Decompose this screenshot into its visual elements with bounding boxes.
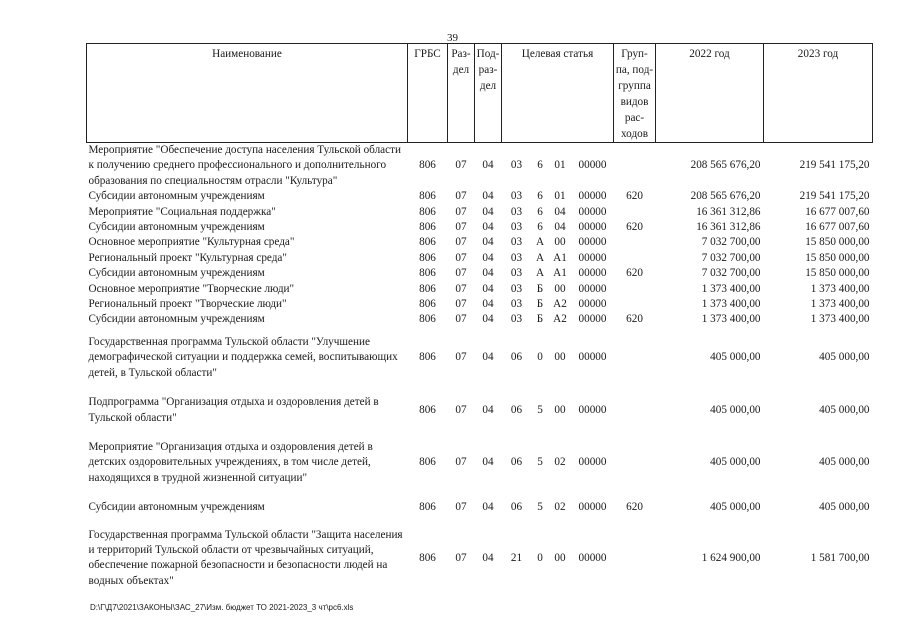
row-amount-2023: 1 373 400,00 <box>810 298 870 311</box>
row-expense-group <box>614 523 656 595</box>
row-grbs: 806 <box>419 236 436 249</box>
table-row <box>87 433 873 493</box>
row-target-event: 00 <box>554 551 566 564</box>
budget-table <box>86 43 873 594</box>
row-podrazdel: 04 <box>482 403 494 416</box>
row-target-event: 00 <box>554 403 566 416</box>
row-expense-group <box>614 282 656 297</box>
row-razdel: 07 <box>455 313 467 326</box>
header-target-article: Целевая статья <box>502 44 614 143</box>
row-amount-2022: 1 624 900,00 <box>701 551 761 564</box>
row-amount-2023: 15 850 000,00 <box>805 267 870 280</box>
row-expense-group: 620 <box>626 190 643 203</box>
row-target-subprogram: Б <box>536 282 544 295</box>
row-grbs: 806 <box>419 221 436 234</box>
row-target-program: 03 <box>510 221 523 234</box>
table-row <box>87 493 873 522</box>
table-row <box>87 312 873 327</box>
row-amount-2022: 7 032 700,00 <box>701 251 761 264</box>
row-expense-group <box>614 235 656 250</box>
row-grbs: 806 <box>419 205 436 218</box>
row-amount-2023: 1 581 700,00 <box>810 551 870 564</box>
row-target-direction: 00000 <box>578 456 607 469</box>
row-target-event: А1 <box>553 251 567 264</box>
row-podrazdel: 04 <box>482 205 494 218</box>
row-name: Мероприятие "Обеспечение доступа населения Тульской области к получению среднего профессионального и дополнительного образования по специальностям отрасли "Культура" <box>88 144 401 187</box>
row-expense-group <box>614 433 656 493</box>
row-target-subprogram: 6 <box>537 159 543 172</box>
row-target-subprogram: А <box>535 267 545 280</box>
row-razdel: 07 <box>455 267 467 280</box>
row-target-program: 03 <box>510 251 523 264</box>
row-target-subprogram: А <box>535 236 545 249</box>
row-razdel: 07 <box>455 501 467 514</box>
row-target-event: 00 <box>554 351 566 364</box>
header-grbs: ГРБС <box>408 44 448 143</box>
row-grbs: 806 <box>419 403 436 416</box>
row-expense-group <box>614 251 656 266</box>
row-target-program: 03 <box>510 267 523 280</box>
row-amount-2022: 1 373 400,00 <box>701 313 761 326</box>
row-razdel: 07 <box>455 282 467 295</box>
row-target-event: 01 <box>554 159 566 172</box>
table-row <box>87 523 873 595</box>
row-name: Государственная программа Тульской области "Улучшение демографической ситуации и поддержка семей, воспитывающих детей, в Тульской области" <box>88 335 398 379</box>
row-target-event: А2 <box>553 313 567 326</box>
row-grbs: 806 <box>419 251 436 264</box>
row-name: Основное мероприятие "Творческие люди" <box>88 282 295 295</box>
table-row <box>87 388 873 433</box>
row-name: Мероприятие "Социальная поддержка" <box>88 205 276 218</box>
row-name: Мероприятие "Организация отдыха и оздоровления детей в детских оздоровительных учреждениях, в том числе детей, находящихся в трудной жизненной ситуации" <box>88 440 373 484</box>
row-target-direction: 00000 <box>578 221 607 234</box>
row-grbs: 806 <box>419 298 436 311</box>
row-razdel: 07 <box>455 251 467 264</box>
row-razdel: 07 <box>455 298 467 311</box>
row-amount-2022: 16 361 312,86 <box>696 221 761 234</box>
row-target-program: 03 <box>510 190 523 203</box>
row-amount-2022: 405 000,00 <box>710 351 761 364</box>
row-target-direction: 00000 <box>578 501 607 514</box>
row-target-subprogram: 6 <box>537 205 543 218</box>
row-expense-group: 620 <box>626 501 643 514</box>
row-amount-2022: 7 032 700,00 <box>701 236 761 249</box>
row-grbs: 806 <box>419 501 436 514</box>
row-amount-2023: 219 541 175,20 <box>799 159 870 172</box>
row-razdel: 07 <box>455 456 467 469</box>
row-expense-group <box>614 388 656 433</box>
row-amount-2023: 15 850 000,00 <box>805 251 870 264</box>
row-target-subprogram: А <box>535 251 545 264</box>
row-target-program: 06 <box>510 351 523 364</box>
table-row <box>87 189 873 204</box>
row-target-event: 01 <box>554 190 566 203</box>
row-target-subprogram: 0 <box>537 551 543 564</box>
row-amount-2023: 405 000,00 <box>819 403 870 416</box>
row-amount-2023: 16 677 007,60 <box>805 221 870 234</box>
row-podrazdel: 04 <box>482 282 494 295</box>
row-expense-group <box>614 328 656 388</box>
table-row <box>87 235 873 250</box>
row-podrazdel: 04 <box>482 190 494 203</box>
header-year-2023: 2023 год <box>764 44 873 143</box>
row-podrazdel: 04 <box>482 551 494 564</box>
row-name: Субсидии автономным учреждениям <box>88 501 265 514</box>
row-expense-group: 620 <box>626 221 643 234</box>
row-target-subprogram: 5 <box>537 501 543 514</box>
row-amount-2022: 7 032 700,00 <box>701 267 761 280</box>
table-body <box>87 143 873 595</box>
header-year-2022: 2022 год <box>656 44 764 143</box>
table-row <box>87 282 873 297</box>
row-podrazdel: 04 <box>482 501 494 514</box>
row-name: Государственная программа Тульской области "Защита населения и территорий Тульской области от чрезвычайных ситуаций, обеспечение пожарной безопасности и безопасности людей на водных объектах" <box>88 528 403 587</box>
row-grbs: 806 <box>419 159 436 172</box>
row-target-direction: 00000 <box>578 205 607 218</box>
row-podrazdel: 04 <box>482 159 494 172</box>
row-target-program: 06 <box>510 456 523 469</box>
row-grbs: 806 <box>419 282 436 295</box>
header-name: Наименование <box>87 44 408 143</box>
row-name: Субсидии автономным учреждениям <box>88 190 265 203</box>
row-target-direction: 00000 <box>578 298 607 311</box>
row-razdel: 07 <box>455 351 467 364</box>
row-target-direction: 00000 <box>578 251 607 264</box>
row-amount-2023: 219 541 175,20 <box>799 190 870 203</box>
row-amount-2023: 405 000,00 <box>819 351 870 364</box>
page-number: 39 <box>447 32 458 44</box>
row-target-event: 02 <box>554 456 566 469</box>
row-name: Основное мероприятие "Культурная среда" <box>88 236 295 249</box>
table-row <box>87 251 873 266</box>
row-grbs: 806 <box>419 267 436 280</box>
row-expense-group <box>614 205 656 220</box>
row-target-subprogram: 5 <box>537 403 543 416</box>
row-target-direction: 00000 <box>578 403 607 416</box>
row-amount-2023: 1 373 400,00 <box>810 313 870 326</box>
row-target-subprogram: 0 <box>537 351 543 364</box>
row-expense-group <box>614 143 656 190</box>
row-amount-2022: 1 373 400,00 <box>701 282 761 295</box>
file-path-footer: D:\Г\Д7\2021\ЗАКОНЫ\ЗАС_27\Изм. бюджет ТО 2021-2023_3 чт\рс6.xls <box>90 603 354 612</box>
row-expense-group: 620 <box>626 267 643 280</box>
row-amount-2022: 1 373 400,00 <box>701 298 761 311</box>
row-amount-2022: 16 361 312,86 <box>696 205 761 218</box>
row-target-event: 02 <box>554 501 566 514</box>
row-grbs: 806 <box>419 456 436 469</box>
row-amount-2022: 208 565 676,20 <box>690 159 761 172</box>
row-target-event: 00 <box>554 236 566 249</box>
row-target-program: 06 <box>510 403 523 416</box>
row-grbs: 806 <box>419 351 436 364</box>
row-razdel: 07 <box>455 190 467 203</box>
header-expense-group: Груп- па, под- группа видов рас- ходов <box>614 44 656 143</box>
row-grbs: 806 <box>419 313 436 326</box>
row-podrazdel: 04 <box>482 251 494 264</box>
row-podrazdel: 04 <box>482 267 494 280</box>
table-row <box>87 143 873 190</box>
row-amount-2023: 15 850 000,00 <box>805 236 870 249</box>
row-grbs: 806 <box>419 551 436 564</box>
row-target-program: 03 <box>510 282 523 295</box>
row-target-direction: 00000 <box>578 159 607 172</box>
row-name: Субсидии автономным учреждениям <box>88 267 265 280</box>
row-amount-2023: 405 000,00 <box>819 501 870 514</box>
row-target-direction: 00000 <box>578 282 607 295</box>
row-target-event: А2 <box>553 298 567 311</box>
table-row <box>87 266 873 281</box>
row-target-event: А1 <box>553 267 567 280</box>
row-expense-group <box>614 297 656 312</box>
row-amount-2022: 405 000,00 <box>710 403 761 416</box>
row-target-subprogram: 5 <box>537 456 543 469</box>
row-grbs: 806 <box>419 190 436 203</box>
row-razdel: 07 <box>455 551 467 564</box>
row-target-direction: 00000 <box>578 551 607 564</box>
row-target-direction: 00000 <box>578 236 607 249</box>
row-podrazdel: 04 <box>482 236 494 249</box>
row-amount-2022: 405 000,00 <box>710 456 761 469</box>
row-name: Субсидии автономным учреждениям <box>88 221 265 234</box>
row-razdel: 07 <box>455 159 467 172</box>
header-podrazdel: Под- раз- дел <box>475 44 502 143</box>
row-target-subprogram: Б <box>536 313 544 326</box>
table-row <box>87 205 873 220</box>
row-target-direction: 00000 <box>578 351 607 364</box>
row-amount-2023: 405 000,00 <box>819 456 870 469</box>
row-amount-2022: 208 565 676,20 <box>690 190 761 203</box>
row-amount-2022: 405 000,00 <box>710 501 761 514</box>
table-header-row <box>87 44 873 143</box>
row-target-direction: 00000 <box>578 267 607 280</box>
row-target-direction: 00000 <box>578 190 607 203</box>
table-row <box>87 297 873 312</box>
row-name: Субсидии автономным учреждениям <box>88 313 265 326</box>
row-target-program: 06 <box>510 501 523 514</box>
row-podrazdel: 04 <box>482 456 494 469</box>
row-razdel: 07 <box>455 221 467 234</box>
row-podrazdel: 04 <box>482 221 494 234</box>
row-target-subprogram: Б <box>536 298 544 311</box>
row-target-event: 04 <box>554 205 566 218</box>
row-target-program: 03 <box>510 313 523 326</box>
row-target-program: 03 <box>510 236 523 249</box>
table-row <box>87 220 873 235</box>
row-target-program: 03 <box>510 298 523 311</box>
row-razdel: 07 <box>455 205 467 218</box>
row-name: Региональный проект "Культурная среда" <box>88 251 287 264</box>
row-podrazdel: 04 <box>482 351 494 364</box>
row-target-event: 04 <box>554 221 566 234</box>
row-razdel: 07 <box>455 403 467 416</box>
row-target-subprogram: 6 <box>537 190 543 203</box>
header-razdel: Раз- дел <box>448 44 475 143</box>
row-amount-2023: 1 373 400,00 <box>810 282 870 295</box>
row-podrazdel: 04 <box>482 313 494 326</box>
row-target-event: 00 <box>554 282 566 295</box>
table-row <box>87 328 873 388</box>
row-target-subprogram: 6 <box>537 221 543 234</box>
row-podrazdel: 04 <box>482 298 494 311</box>
row-target-program: 21 <box>510 551 523 564</box>
row-razdel: 07 <box>455 236 467 249</box>
row-target-program: 03 <box>510 159 523 172</box>
row-target-direction: 00000 <box>578 313 607 326</box>
row-name: Подпрограмма "Организация отдыха и оздоровления детей в Тульской области" <box>88 396 379 424</box>
row-amount-2023: 16 677 007,60 <box>805 205 870 218</box>
row-name: Региональный проект "Творческие люди" <box>88 298 287 311</box>
row-expense-group: 620 <box>626 313 643 326</box>
row-target-program: 03 <box>510 205 523 218</box>
